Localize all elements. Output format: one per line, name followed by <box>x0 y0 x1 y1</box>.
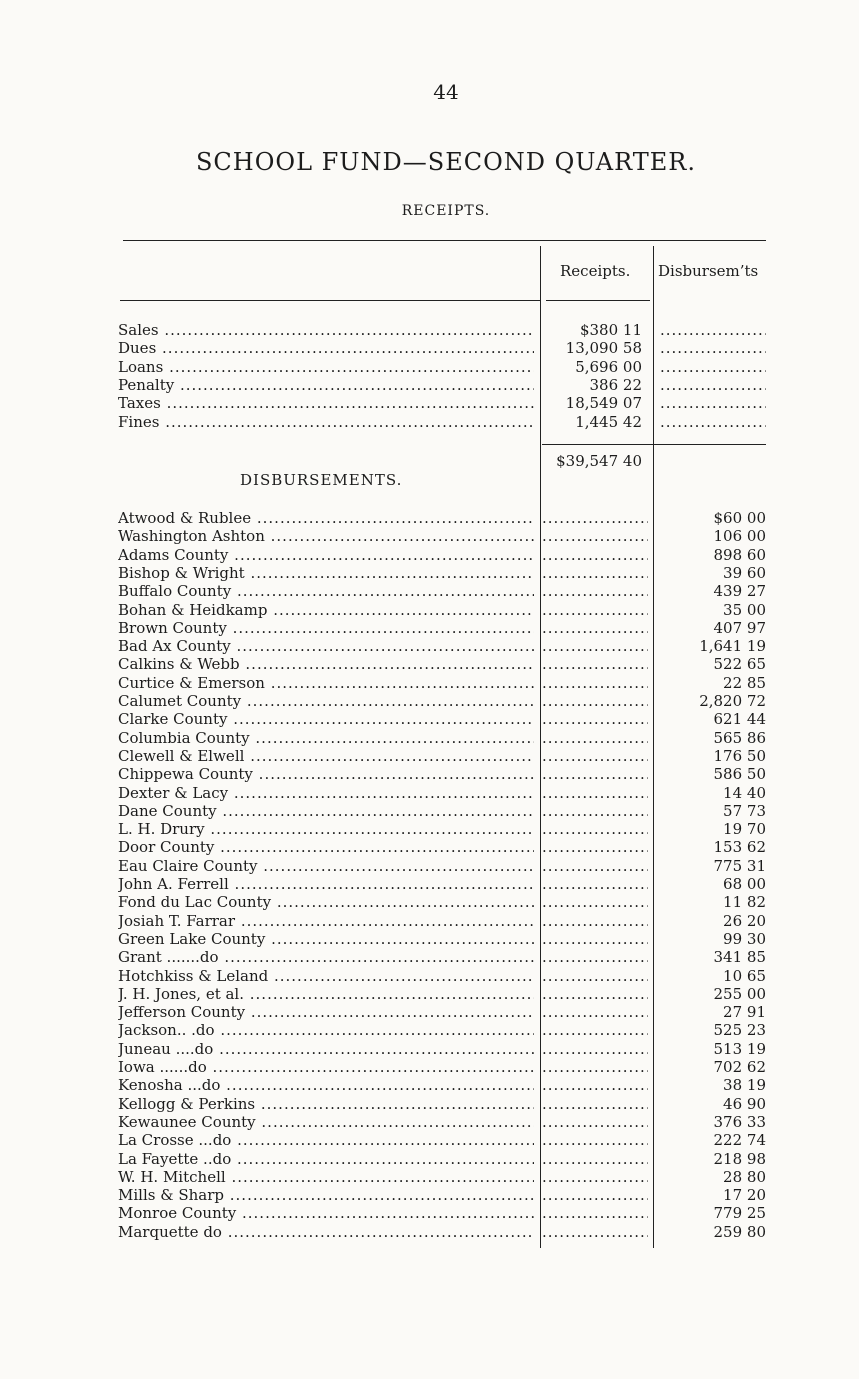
row-amount: 386 22 <box>589 375 642 394</box>
row-label: Dexter & Lacy ..... <box>118 784 534 802</box>
row-label: W. H. Mitchell ..... <box>118 1168 534 1186</box>
header-bottom-rule-receipts <box>546 300 650 301</box>
row-label: Kenosha ...do ..... <box>118 1076 534 1094</box>
row-amount: 218 98 <box>713 1149 766 1168</box>
row-label: Brown County ..... <box>118 619 534 637</box>
row-label: Mills & Sharp ..... <box>118 1186 534 1204</box>
row-label: Kellogg & Perkins ..... <box>118 1095 534 1113</box>
row-label: Fines ..... <box>118 413 534 431</box>
row-amount: 1,445 42 <box>575 412 642 431</box>
row-amount: 522 65 <box>713 655 766 674</box>
leader-dots <box>542 619 648 637</box>
row-label: Iowa ......do ..... <box>118 1058 534 1076</box>
leader-dots <box>542 1003 648 1021</box>
row-label: La Fayette ..do ..... <box>118 1150 534 1168</box>
row-label: Dane County ..... <box>118 802 534 820</box>
row-amount: 775 31 <box>713 856 766 875</box>
receipts-total: $39,547 40 <box>556 452 642 470</box>
row-label: Hotchkiss & Leland ..... <box>118 967 534 985</box>
table-top-rule <box>123 240 766 241</box>
leader-dots <box>542 1223 648 1241</box>
leader-dots <box>542 1186 648 1204</box>
row-label: Washington Ashton ..... <box>118 527 534 545</box>
leader-dots <box>542 784 648 802</box>
row-amount: 11 82 <box>723 893 766 912</box>
row-label: L. H. Drury ..... <box>118 820 534 838</box>
row-amount: 35 00 <box>723 600 766 619</box>
leader-dots <box>542 637 648 655</box>
row-amount: 57 73 <box>723 801 766 820</box>
leader-dots <box>542 527 648 545</box>
leader-dots <box>542 582 648 600</box>
row-amount: 99 30 <box>723 929 766 948</box>
row-label: Bad Ax County ..... <box>118 637 534 655</box>
row-amount: 702 62 <box>713 1058 766 1076</box>
leader-dots <box>660 358 766 376</box>
row-label: J. H. Jones, et al. ..... <box>118 985 534 1003</box>
row-amount: 513 19 <box>713 1039 766 1058</box>
leader-dots <box>542 1076 648 1094</box>
leader-dots <box>542 692 648 710</box>
row-amount: 5,696 00 <box>575 357 642 376</box>
row-label: Bishop & Wright ..... <box>118 564 534 582</box>
row-label: Dues ..... <box>118 339 534 357</box>
leader-dots <box>542 1021 648 1039</box>
leader-dots <box>542 948 648 966</box>
page-title: SCHOOL FUND—SECOND QUARTER. <box>195 148 696 176</box>
row-amount: 26 20 <box>723 911 766 930</box>
leader-dots <box>660 413 766 431</box>
row-amount: 439 27 <box>713 582 766 601</box>
row-amount: 17 20 <box>723 1186 766 1205</box>
leader-dots <box>542 930 648 948</box>
row-label: Columbia County ..... <box>118 729 534 747</box>
row-amount: 106 00 <box>713 527 766 546</box>
row-amount: 14 40 <box>723 783 766 802</box>
row-label: Green Lake County ..... <box>118 930 534 948</box>
row-amount: 10 65 <box>723 966 766 985</box>
column-divider-left <box>540 246 541 1248</box>
row-amount: 621 44 <box>713 710 766 729</box>
leader-dots <box>542 1058 648 1076</box>
row-label: Kewaunee County ..... <box>118 1113 534 1131</box>
row-label: Clewell & Elwell ..... <box>118 747 534 765</box>
row-label: Penalty ..... <box>118 376 534 394</box>
row-label: Curtice & Emerson ..... <box>118 674 534 692</box>
row-label: Marquette do ..... <box>118 1223 534 1241</box>
row-amount: 46 90 <box>723 1094 766 1113</box>
leader-dots <box>660 394 766 412</box>
row-amount: 376 33 <box>713 1112 766 1131</box>
row-amount: 13,090 58 <box>565 339 642 358</box>
column-header-disbursements: Disbursem’ts <box>658 262 759 280</box>
row-label: Buffalo County ..... <box>118 582 534 600</box>
leader-dots <box>660 376 766 394</box>
row-label: Door County ..... <box>118 838 534 856</box>
row-amount: 153 62 <box>713 838 766 857</box>
leader-dots <box>542 875 648 893</box>
row-amount: 28 80 <box>723 1167 766 1186</box>
leader-dots <box>542 747 648 765</box>
row-label: Atwood & Rublee ..... <box>118 509 534 527</box>
row-amount: 18,549 07 <box>565 394 642 413</box>
leader-dots <box>542 1131 648 1149</box>
row-label: Grant .......do ..... <box>118 948 534 966</box>
leader-dots <box>542 765 648 783</box>
column-header-receipts: Receipts. <box>560 262 631 280</box>
page-number: 44 <box>433 80 459 104</box>
row-amount: 39 60 <box>723 563 766 582</box>
row-amount: 68 00 <box>723 875 766 893</box>
leader-dots <box>542 857 648 875</box>
disbursements-heading: DISBURSEMENTS. <box>240 471 403 489</box>
row-amount: 525 23 <box>713 1021 766 1040</box>
row-amount: 586 50 <box>713 765 766 784</box>
leader-dots <box>660 321 766 339</box>
leader-dots <box>542 509 648 527</box>
leader-dots <box>542 601 648 619</box>
row-label: Bohan & Heidkamp ..... <box>118 601 534 619</box>
row-amount: 22 85 <box>723 673 766 692</box>
leader-dots <box>542 967 648 985</box>
row-label: Clarke County ..... <box>118 710 534 728</box>
row-amount: 176 50 <box>713 746 766 765</box>
row-label: Taxes ..... <box>118 394 534 412</box>
column-divider-right <box>653 246 654 1248</box>
row-amount: 898 60 <box>713 545 766 564</box>
row-amount: 19 70 <box>723 820 766 839</box>
leader-dots <box>542 1095 648 1113</box>
leader-dots <box>542 710 648 728</box>
row-amount: $60 00 <box>713 509 766 527</box>
row-label: John A. Ferrell ..... <box>118 875 534 893</box>
row-label: Monroe County ..... <box>118 1204 534 1222</box>
row-label: Fond du Lac County ..... <box>118 893 534 911</box>
row-label: Juneau ....do ..... <box>118 1040 534 1058</box>
row-amount: 2,820 72 <box>699 692 766 710</box>
leader-dots <box>542 802 648 820</box>
row-label: Adams County ..... <box>118 546 534 564</box>
leader-dots <box>542 1150 648 1168</box>
row-amount: 1,641 19 <box>699 637 766 656</box>
leader-dots <box>542 1168 648 1186</box>
row-amount: 779 25 <box>713 1204 766 1223</box>
row-amount: 565 86 <box>713 728 766 747</box>
leader-dots <box>542 1113 648 1131</box>
row-label: Calkins & Webb ..... <box>118 655 534 673</box>
row-label: Sales ..... <box>118 321 534 339</box>
row-label: La Crosse ...do ..... <box>118 1131 534 1149</box>
row-amount: 255 00 <box>713 984 766 1003</box>
row-label: Loans ..... <box>118 358 534 376</box>
section-subtitle: RECEIPTS. <box>401 203 491 219</box>
row-amount: $380 11 <box>579 321 642 339</box>
leader-dots <box>542 985 648 1003</box>
leader-dots <box>542 729 648 747</box>
header-bottom-rule <box>120 300 540 301</box>
row-amount: 341 85 <box>713 948 766 967</box>
row-amount: 222 74 <box>713 1131 766 1150</box>
leader-dots <box>542 564 648 582</box>
row-amount: 407 97 <box>713 618 766 637</box>
leader-dots <box>542 546 648 564</box>
leader-dots <box>542 893 648 911</box>
row-label: Eau Claire County ..... <box>118 857 534 875</box>
leader-dots <box>542 1040 648 1058</box>
row-amount: 38 19 <box>723 1076 766 1095</box>
row-label: Jefferson County ..... <box>118 1003 534 1021</box>
leader-dots <box>542 912 648 930</box>
row-label: Jackson.. .do ..... <box>118 1021 534 1039</box>
leader-dots <box>542 674 648 692</box>
receipts-total-rule <box>542 444 766 445</box>
row-label: Josiah T. Farrar ..... <box>118 912 534 930</box>
leader-dots <box>542 820 648 838</box>
leader-dots <box>542 838 648 856</box>
row-amount: 27 91 <box>723 1003 766 1022</box>
row-label: Calumet County ..... <box>118 692 534 710</box>
leader-dots <box>660 339 766 357</box>
row-amount: 259 80 <box>713 1222 766 1241</box>
leader-dots <box>542 1204 648 1222</box>
row-label: Chippewa County ..... <box>118 765 534 783</box>
leader-dots <box>542 655 648 673</box>
